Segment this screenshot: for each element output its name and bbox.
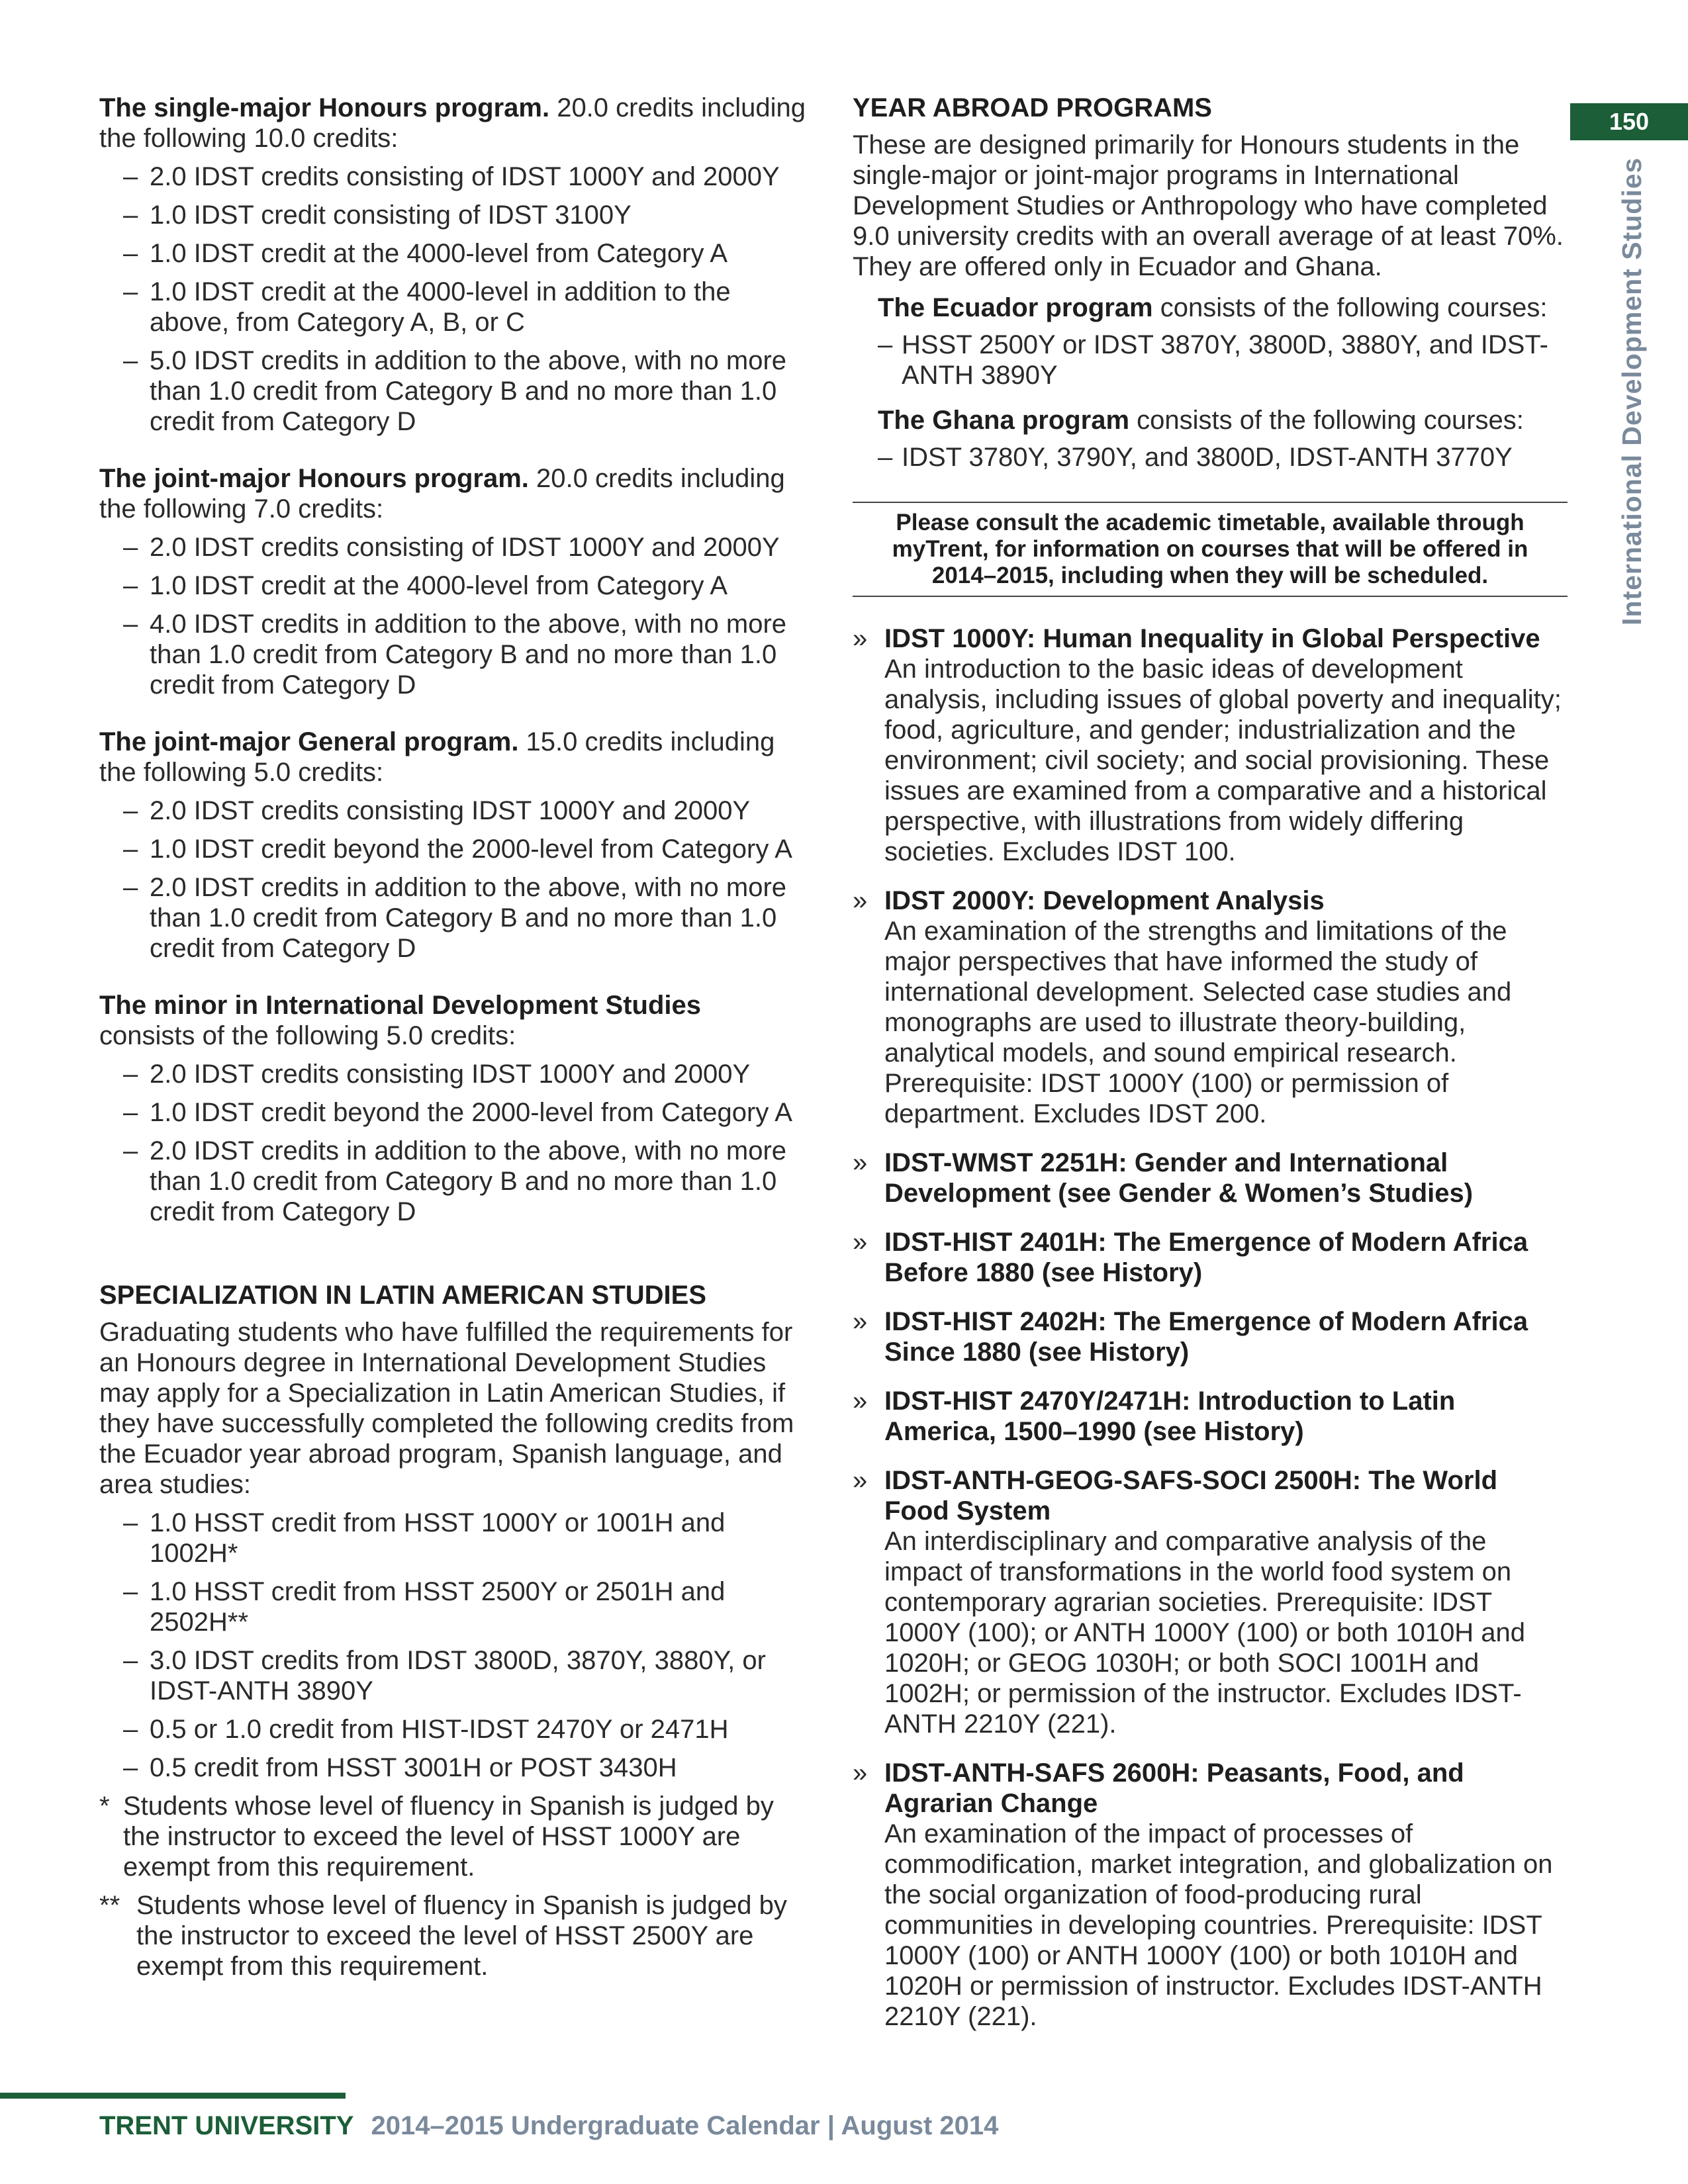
course-entry [853, 1306, 1568, 1367]
right-column [853, 93, 1568, 2050]
course-title: IDST 2000Y: Development Analysis [884, 886, 1325, 915]
bullet-icon: » [853, 1148, 868, 1177]
list-item: – 1.0 HSST credit from HSST 1000Y or 1001H and 1002H* [123, 1508, 726, 1568]
course-entry [853, 623, 1568, 867]
left-column [99, 93, 814, 1989]
ghana-program: The Ghana program consists of the following courses: [878, 406, 1524, 435]
latin-american-specialization [99, 1280, 814, 1981]
course-entry [853, 1227, 1568, 1288]
list-item: – 1.0 HSST credit from HSST 2500Y or 2501H and 2502H** [123, 1577, 726, 1637]
course-title: IDST-HIST 2401H: The Emergence of Modern Africa Before 1880 (see History) [884, 1228, 1528, 1287]
footnote: * Students whose level of fluency in Spanish is judged by the instructor to exceed the level of HSST 1000Y are exempt from this requirement. [99, 1792, 774, 1882]
course-entry [853, 1148, 1568, 1208]
course-title: IDST-WMST 2251H: Gender and International Development (see Gender & Women’s Studies) [884, 1148, 1474, 1208]
minor-program [99, 990, 814, 1227]
list-item: – 2.0 IDST credits consisting IDST 1000Y and 2000Y [123, 796, 751, 825]
course-list [853, 623, 1568, 2032]
bullet-icon: » [853, 1307, 868, 1336]
course-title: IDST-ANTH-SAFS 2600H: Peasants, Food, and Agrarian Change [884, 1758, 1464, 1818]
list-item: – 0.5 or 1.0 credit from HIST-IDST 2470Y or 2471H [123, 1715, 729, 1744]
course-description: An examination of the strengths and limitations of the major perspectives that have informed the study of international development. Selected case studies and monographs are used to illustrate theory-building, analytical models, and sound empirical research. Prerequisite: IDST 1000Y (100) or permission of department. Excludes IDST 200. [884, 917, 1512, 1128]
list-item: – 1.0 IDST credit beyond the 2000-level from Category A [123, 1098, 792, 1127]
page-number: 150 [1570, 103, 1688, 140]
course-entry [853, 1386, 1568, 1447]
footer-rule [0, 2093, 346, 2099]
program-intro: 20.0 credits including the following 7.0 credits: [99, 464, 785, 523]
bullet-icon: » [853, 886, 868, 915]
footer-university: TRENT UNIVERSITY [99, 2111, 354, 2140]
list-item: – 1.0 IDST credit at the 4000-level from Category A [123, 571, 728, 600]
list-item: – 1.0 IDST credit at the 4000-level from Category A [123, 239, 728, 268]
list-item: – IDST 3780Y, 3790Y, and 3800D, IDST-ANTH 3770Y [878, 443, 1513, 472]
side-section-title: International Development Studies [1617, 157, 1647, 625]
section-body: Graduating students who have fulfilled the requirements for an Honours degree in International Development Studies may apply for a Specialization in Latin American Studies, if they have successfully completed the following credits from the Ecuador year abroad program, Spanish language, and area studies: [99, 1318, 794, 1499]
bullet-icon: » [853, 1387, 868, 1416]
course-description: An examination of the impact of processes of commodification, market integration, and globalization on the social organization of food-producing rural communities in developing countries. Prerequisite: IDST 1000Y (100) or ANTH 1000Y (100) or both 1010H and 1020H or permission of instructor. Excludes IDST-ANTH 2210Y (221). [884, 1819, 1553, 2031]
list-item: – 2.0 IDST credits in addition to the above, with no more than 1.0 credit from Category B and no more than 1.0 credit from Category D [123, 873, 787, 963]
section-heading: SPECIALIZATION IN LATIN AMERICAN STUDIES [99, 1281, 707, 1310]
list-item: – 3.0 IDST credits from IDST 3800D, 3870Y, 3880Y, or IDST-ANTH 3890Y [123, 1646, 766, 1706]
list-item: – 4.0 IDST credits in addition to the above, with no more than 1.0 credit from Category B and no more than 1.0 credit from Category D [123, 610, 787, 700]
program-intro: consists of the following 5.0 credits: [99, 1021, 516, 1050]
program-title: The joint-major Honours program. [99, 464, 529, 493]
course-title: IDST 1000Y: Human Inequality in Global Perspective [884, 624, 1540, 653]
program-intro: 20.0 credits including the following 10.0 credits: [99, 93, 806, 153]
bullet-icon: » [853, 624, 868, 653]
list-item: – 1.0 IDST credit at the 4000-level in addition to the above, from Category A, B, or C [123, 277, 731, 337]
section-heading: YEAR ABROAD PROGRAMS [853, 93, 1212, 122]
program-title: The single-major Honours program. [99, 93, 550, 122]
program-intro: 15.0 credits including the following 5.0 credits: [99, 727, 775, 787]
list-item: – 2.0 IDST credits consisting IDST 1000Y and 2000Y [123, 1060, 751, 1089]
footnote: ** Students whose level of fluency in Spanish is judged by the instructor to exceed the level of HSST 2500Y are exempt from this requirement. [99, 1891, 787, 1981]
program-title: The joint-major General program. [99, 727, 519, 756]
course-title: IDST-HIST 2470Y/2471H: Introduction to Latin America, 1500–1990 (see History) [884, 1387, 1456, 1446]
footer-calendar: 2014–2015 Undergraduate Calendar | August 2014 [371, 2111, 999, 2140]
list-item: – 1.0 IDST credit consisting of IDST 3100Y [123, 201, 632, 230]
bullet-icon: » [853, 1228, 868, 1257]
list-item: – 2.0 IDST credits consisting of IDST 1000Y and 2000Y [123, 533, 780, 562]
footer [99, 2111, 998, 2141]
course-entry [853, 886, 1568, 1129]
section-body: These are designed primarily for Honours students in the single-major or joint-major programs in International Development Studies or Anthropology who have completed 9.0 university credits with an overall average of at least 70%. They are offered only in Ecuador and Ghana. [853, 130, 1564, 281]
timetable-notice: Please consult the academic timetable, available through myTrent, for information on courses that will be offered in 2014–2015, including when they will be scheduled. [853, 502, 1568, 597]
ecuador-program: The Ecuador program consists of the following courses: [878, 293, 1548, 322]
program-title: The minor in International Development Studies [99, 991, 702, 1020]
list-item: – 1.0 IDST credit beyond the 2000-level from Category A [123, 835, 792, 864]
bullet-icon: » [853, 1466, 868, 1495]
list-item: – 5.0 IDST credits in addition to the above, with no more than 1.0 credit from Category B and no more than 1.0 credit from Category D [123, 346, 787, 436]
year-abroad-programs [853, 93, 1568, 473]
course-description: An interdisciplinary and comparative analysis of the impact of transformations in the world food system on contemporary agrarian societies. Prerequisite: IDST 1000Y (100); or ANTH 1000Y (100) or both 1010H and 1020H; or GEOG 1030H; or both SOCI 1001H and 1002H; or permission of the instructor. Excludes IDST-ANTH 2210Y (221). [884, 1527, 1526, 1739]
list-item: – 2.0 IDST credits in addition to the above, with no more than 1.0 credit from Category B and no more than 1.0 credit from Category D [123, 1136, 787, 1226]
joint-major-honours [99, 463, 814, 700]
course-entry [853, 1758, 1568, 2032]
list-item: – HSST 2500Y or IDST 3870Y, 3800D, 3880Y, and IDST-ANTH 3890Y [878, 330, 1548, 390]
list-item: – 0.5 credit from HSST 3001H or POST 3430H [123, 1753, 677, 1782]
course-title: IDST-HIST 2402H: The Emergence of Modern Africa Since 1880 (see History) [884, 1307, 1528, 1367]
course-entry [853, 1465, 1568, 1739]
bullet-icon: » [853, 1758, 868, 1788]
joint-major-general [99, 727, 814, 964]
single-major-honours [99, 93, 814, 437]
course-description: An introduction to the basic ideas of development analysis, including issues of global poverty and inequality; food, agriculture, and gender; industrialization and the environment; civil society; and social provisioning. These issues are examined from a comparative and a historical perspective, with illustrations from widely differing societies. Excludes IDST 100. [884, 655, 1562, 866]
list-item: – 2.0 IDST credits consisting of IDST 1000Y and 2000Y [123, 162, 780, 191]
course-title: IDST-ANTH-GEOG-SAFS-SOCI 2500H: The World Food System [884, 1466, 1497, 1525]
